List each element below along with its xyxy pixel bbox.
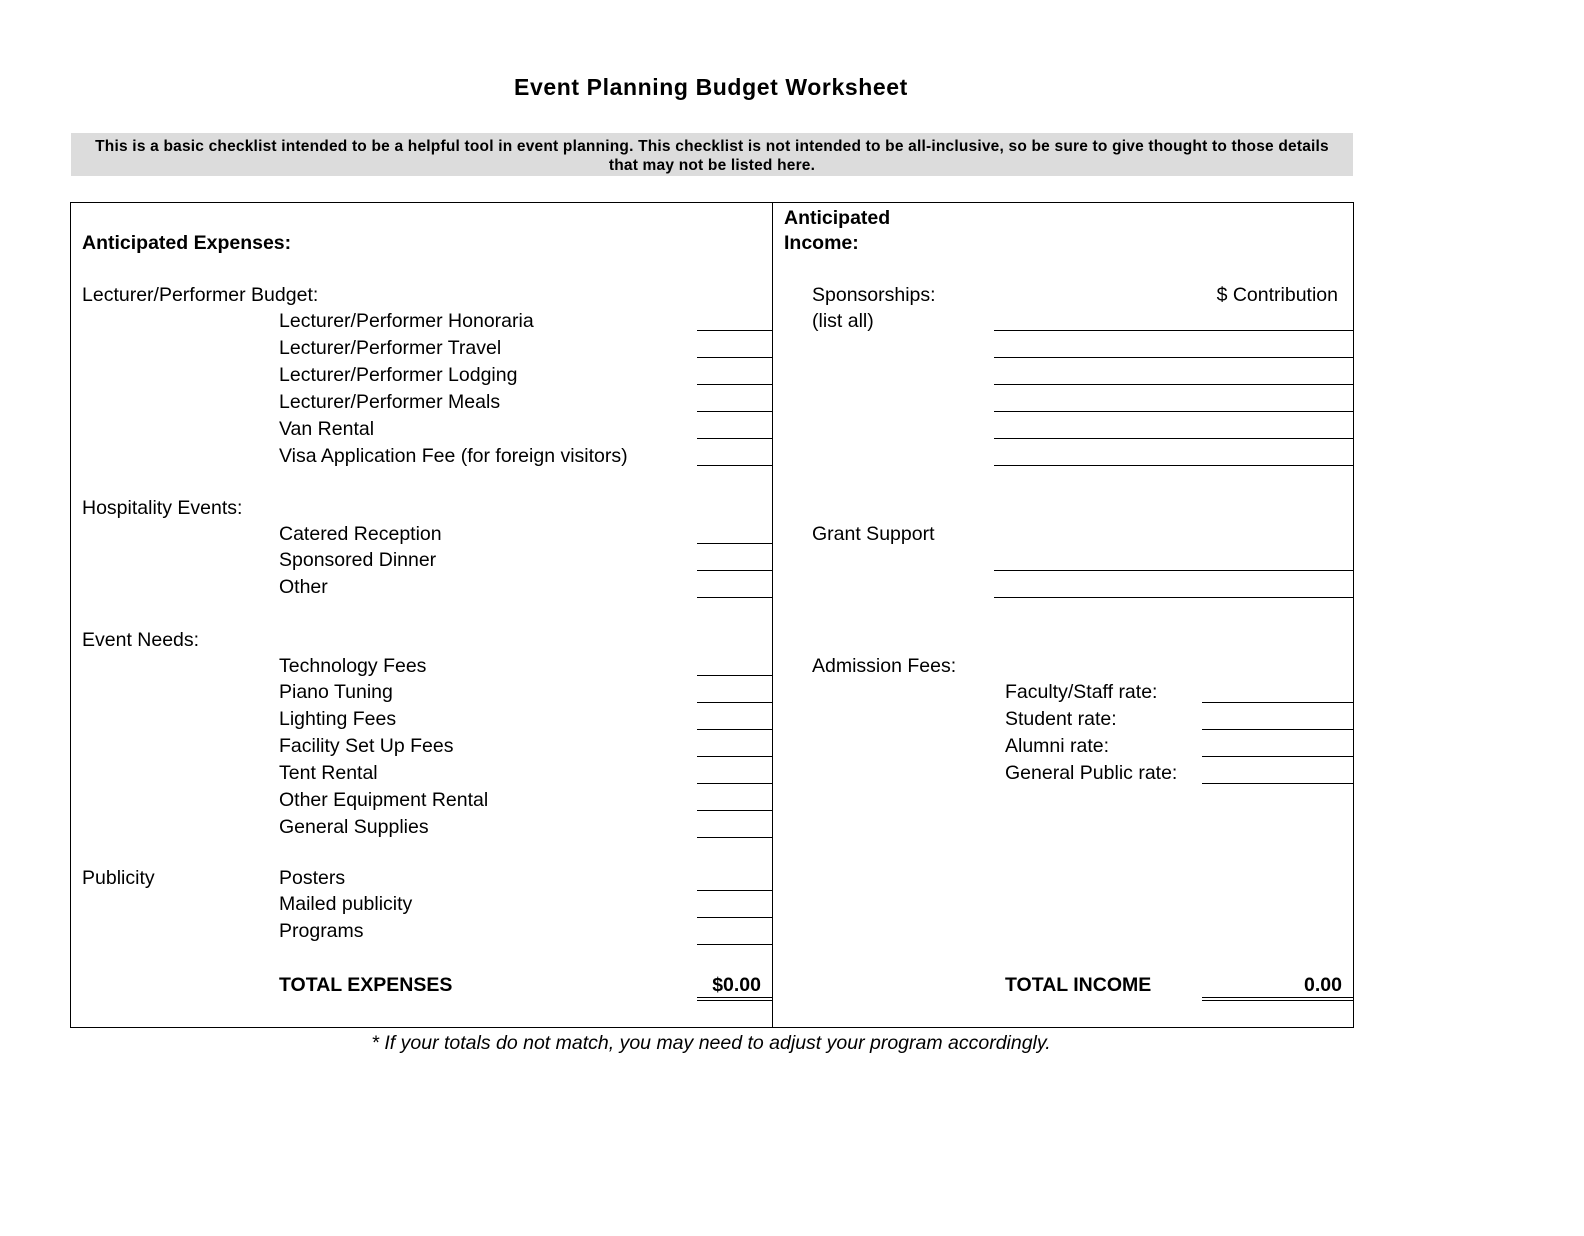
expense-amount-line[interactable] [697, 438, 772, 439]
expense-amount-line[interactable] [697, 890, 772, 891]
income-heading-line2: Income: [784, 232, 859, 254]
sponsorship-line[interactable] [994, 438, 1354, 439]
rate-amount-line[interactable] [1202, 702, 1354, 703]
expense-item: Posters [279, 867, 346, 889]
total-income-label: TOTAL INCOME [1005, 974, 1152, 996]
expense-item: Lecturer/Performer Travel [279, 337, 502, 359]
sponsorship-line[interactable] [994, 411, 1354, 412]
footnote: * If your totals do not match, you may need to adjust your program accordingly. [371, 1032, 1051, 1054]
contribution-header: $ Contribution [1216, 284, 1338, 306]
expense-item: Lecturer/Performer Lodging [279, 364, 518, 386]
expense-amount-line[interactable] [697, 597, 772, 598]
worksheet-title: Event Planning Budget Worksheet [514, 74, 908, 100]
grant-line[interactable] [994, 597, 1354, 598]
expense-item: Facility Set Up Fees [279, 735, 454, 757]
expense-item: Visa Application Fee (for foreign visitors) [279, 445, 628, 467]
total-income-value: 0.00 [1304, 974, 1342, 996]
expense-item: Tent Rental [279, 762, 378, 784]
total-expenses-value: $0.00 [712, 974, 761, 996]
expense-item: Mailed publicity [279, 893, 413, 915]
rate-label: Alumni rate: [1005, 735, 1110, 757]
expense-item: Sponsored Dinner [279, 549, 437, 571]
sponsorship-line[interactable] [994, 330, 1354, 331]
hospitality-label: Hospitality Events: [82, 497, 243, 519]
sponsorship-line[interactable] [994, 465, 1354, 466]
expense-amount-line[interactable] [697, 357, 772, 358]
expense-item: Other [279, 576, 328, 598]
expense-item: Piano Tuning [279, 681, 393, 703]
intro-banner: This is a basic checklist intended to be a helpful tool in event planning. This checklist is not intended to be all-inclusive, so be sure to give thought to those details that may not be listed here. [71, 133, 1353, 176]
expense-item: Technology Fees [279, 655, 427, 677]
expense-amount-line[interactable] [697, 756, 772, 757]
sponsorships-sublabel: (list all) [812, 310, 874, 332]
rate-label: Faculty/Staff rate: [1005, 681, 1158, 703]
admission-fees-label: Admission Fees: [812, 655, 957, 677]
expense-item: Lecturer/Performer Honoraria [279, 310, 534, 332]
sponsorships-label: Sponsorships: [812, 284, 936, 306]
expense-amount-line[interactable] [697, 384, 772, 385]
expense-amount-line[interactable] [697, 570, 772, 571]
expense-amount-line[interactable] [697, 810, 772, 811]
rate-amount-line[interactable] [1202, 783, 1354, 784]
income-heading-line1: Anticipated [784, 207, 891, 229]
expense-amount-line[interactable] [697, 783, 772, 784]
expense-item: General Supplies [279, 816, 429, 838]
expense-amount-line[interactable] [697, 330, 772, 331]
sponsorship-line[interactable] [994, 384, 1354, 385]
expense-amount-line[interactable] [697, 917, 772, 918]
sponsorship-line[interactable] [994, 357, 1354, 358]
grant-support-label: Grant Support [812, 523, 935, 545]
expense-amount-line[interactable] [697, 702, 772, 703]
rate-amount-line[interactable] [1202, 729, 1354, 730]
total-expenses-double-rule [697, 997, 772, 1001]
expense-amount-line[interactable] [697, 944, 772, 945]
rate-amount-line[interactable] [1202, 756, 1354, 757]
expenses-heading: Anticipated Expenses: [82, 232, 292, 254]
total-income-double-rule [1202, 997, 1354, 1001]
grant-line[interactable] [994, 570, 1354, 571]
expense-item: Other Equipment Rental [279, 789, 489, 811]
expense-item: Van Rental [279, 418, 375, 440]
expense-amount-line[interactable] [697, 729, 772, 730]
event-needs-label: Event Needs: [82, 629, 200, 651]
publicity-label: Publicity [82, 867, 155, 889]
expense-item: Programs [279, 920, 364, 942]
expense-item: Lecturer/Performer Meals [279, 391, 501, 413]
rate-label: General Public rate: [1005, 762, 1178, 784]
total-expenses-label: TOTAL EXPENSES [279, 974, 453, 996]
rate-label: Student rate: [1005, 708, 1117, 730]
expense-amount-line[interactable] [697, 465, 772, 466]
expense-amount-line[interactable] [697, 411, 772, 412]
column-divider [772, 202, 773, 1028]
worksheet-table [70, 202, 1354, 1028]
lecturer-budget-label: Lecturer/Performer Budget: [82, 284, 319, 306]
expense-amount-line[interactable] [697, 675, 772, 676]
expense-amount-line[interactable] [697, 543, 772, 544]
expense-item: Catered Reception [279, 523, 442, 545]
expense-amount-line[interactable] [697, 837, 772, 838]
expense-item: Lighting Fees [279, 708, 397, 730]
